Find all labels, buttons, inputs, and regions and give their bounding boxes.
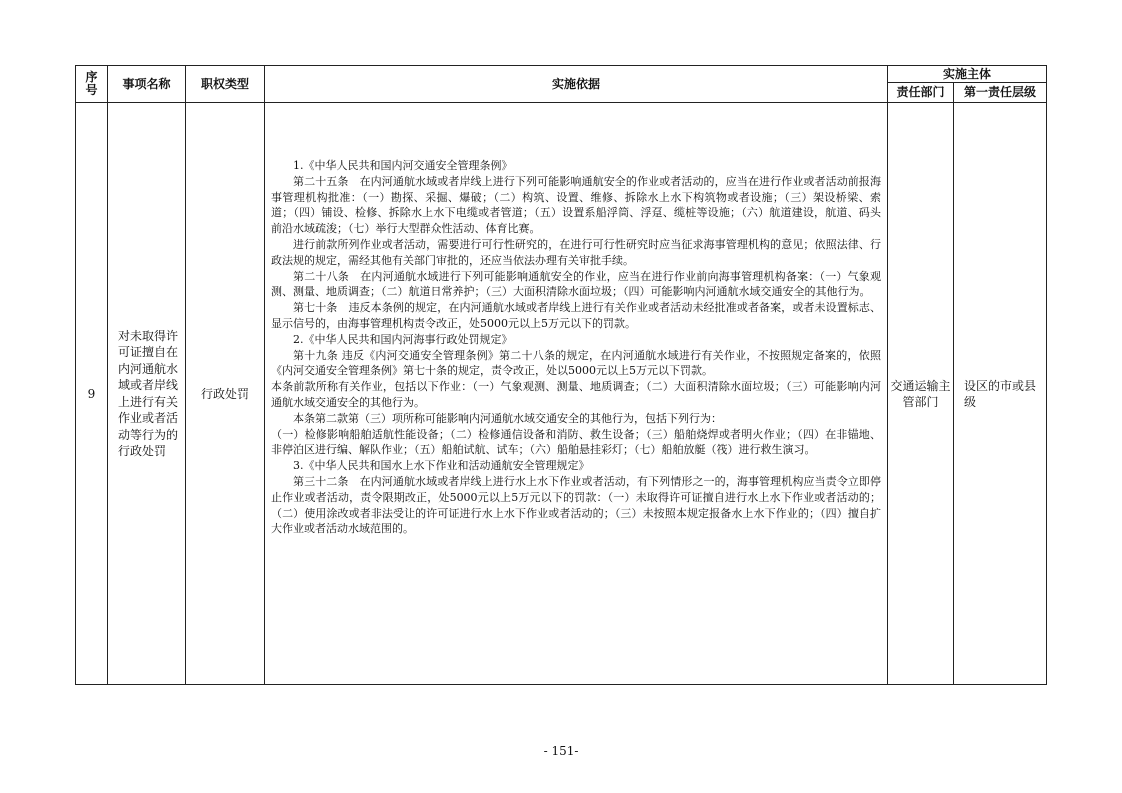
- basis-paragraph: 3.《中华人民共和国水上水下作业和活动通航安全管理规定》: [293, 459, 590, 473]
- table-row: [76, 103, 1047, 685]
- row-name: 对未取得许可证擅自在内河通航水域或者岸线上进行有关作业或者活动等行为的行政处罚: [108, 103, 186, 685]
- header-type: 职权类型: [186, 66, 265, 103]
- basis-paragraph: 2.《中华人民共和国内河海事行政处罚规定》: [293, 332, 513, 346]
- header-name: 事项名称: [108, 66, 186, 103]
- row-type: 行政处罚: [186, 103, 265, 685]
- row-basis: [265, 103, 888, 685]
- header-subject: 实施主体: [888, 66, 1047, 83]
- basis-paragraph: 本条前款所称有关作业，包括以下作业：（一）气象观测、测量、地质调查；（二）大面积清除水面垃圾；（三）可能影响内河通航水域交通安全的其他行为。: [271, 380, 881, 409]
- basis-paragraph: 第三十二条 在内河通航水域或者岸线上进行水上水下作业或者活动，有下列情形之一的，海事管理机构应当责令立即停止作业或者活动，责令限期改正，处5000元以上5万元以下的罚款：（一）未取得许可证擅自进行水上水下作业或者活动的；（二）使用涂改或者非法受让的许可证进行水上水下作业或者活动的；（三）未按照本规定报备水上水下作业的；（四）擅自扩大作业或者活动水域范围的。: [271, 474, 881, 536]
- header-dept: 责任部门: [888, 83, 954, 103]
- header-level: 第一责任层级: [954, 83, 1047, 103]
- basis-paragraph: 1.《中华人民共和国内河交通安全管理条例》: [293, 159, 513, 172]
- basis-paragraph: 进行前款所列作业或者活动，需要进行可行性研究的，在进行可行性研究时应当征求海事管理机构的意见；依照法律、行政法规的规定，需经其他有关部门审批的，还应当依法办理有关审批手续。: [271, 237, 881, 267]
- basis-paragraph: 第七十条 违反本条例的规定，在内河通航水域或者岸线上进行有关作业或者活动未经批准或者备案，或者未设置标志、显示信号的，由海事管理机构责令改正，处5000元以上5万元以下的罚款。: [271, 301, 881, 330]
- row-level: 设区的市或县级: [954, 103, 1047, 685]
- basis-paragraph: 第二十八条 在内河通航水域进行下列可能影响通航安全的作业，应当在进行作业前向海事管理机构备案：（一）气象观测、测量、地质调查；（二）航道日常养护；（三）大面积清除水面垃圾；（四）可能影响内河通航水域交通安全的其他行为。: [271, 269, 881, 299]
- basis-paragraph: 本条第二款第（三）项所称可能影响内河通航水域交通安全的其他行为，包括下列行为：: [293, 411, 722, 425]
- basis-paragraph: 第二十五条 在内河通航水域或者岸线上进行下列可能影响通航安全的作业或者活动的，应当在进行作业或者活动前报海事管理机构批准：（一）勘探、采掘、爆破；（二）构筑、设置、维修、拆除水上水下构筑物或者设施；（三）架设桥梁、索道；（四）铺设、检修、拆除水上水下电缆或者管道；（五）设置系船浮筒、浮趸、缆桩等设施；（六）航道建设，航道、码头前沿水域疏浚；（七）举行大型群众性活动、体育比赛。: [271, 174, 881, 236]
- header-seq: 序号: [76, 66, 108, 103]
- basis-paragraph: （一）检修影响船舶适航性能设备；（二）检修通信设备和消防、救生设备；（三）船舶烧焊或者明火作业；（四）在非锚地、非停泊区进行编、解队作业；（五）船舶试航、试车；（六）船舶悬挂彩灯；（七）船舶放艇（筏）进行救生演习。: [271, 427, 881, 457]
- row-dept: 交通运输主管部门: [888, 103, 954, 685]
- page-number: - 151-: [543, 744, 579, 758]
- powers-table: [75, 65, 1047, 685]
- header-basis: 实施依据: [265, 66, 888, 103]
- row-seq: 9: [76, 103, 108, 685]
- basis-paragraph: 第十九条 违反《内河交通安全管理条例》第二十八条的规定，在内河通航水域进行有关作业，不按照规定备案的，依照《内河交通安全管理条例》第七十条的规定，责令改正，处以5000元以上5万元以下罚款。: [271, 348, 881, 378]
